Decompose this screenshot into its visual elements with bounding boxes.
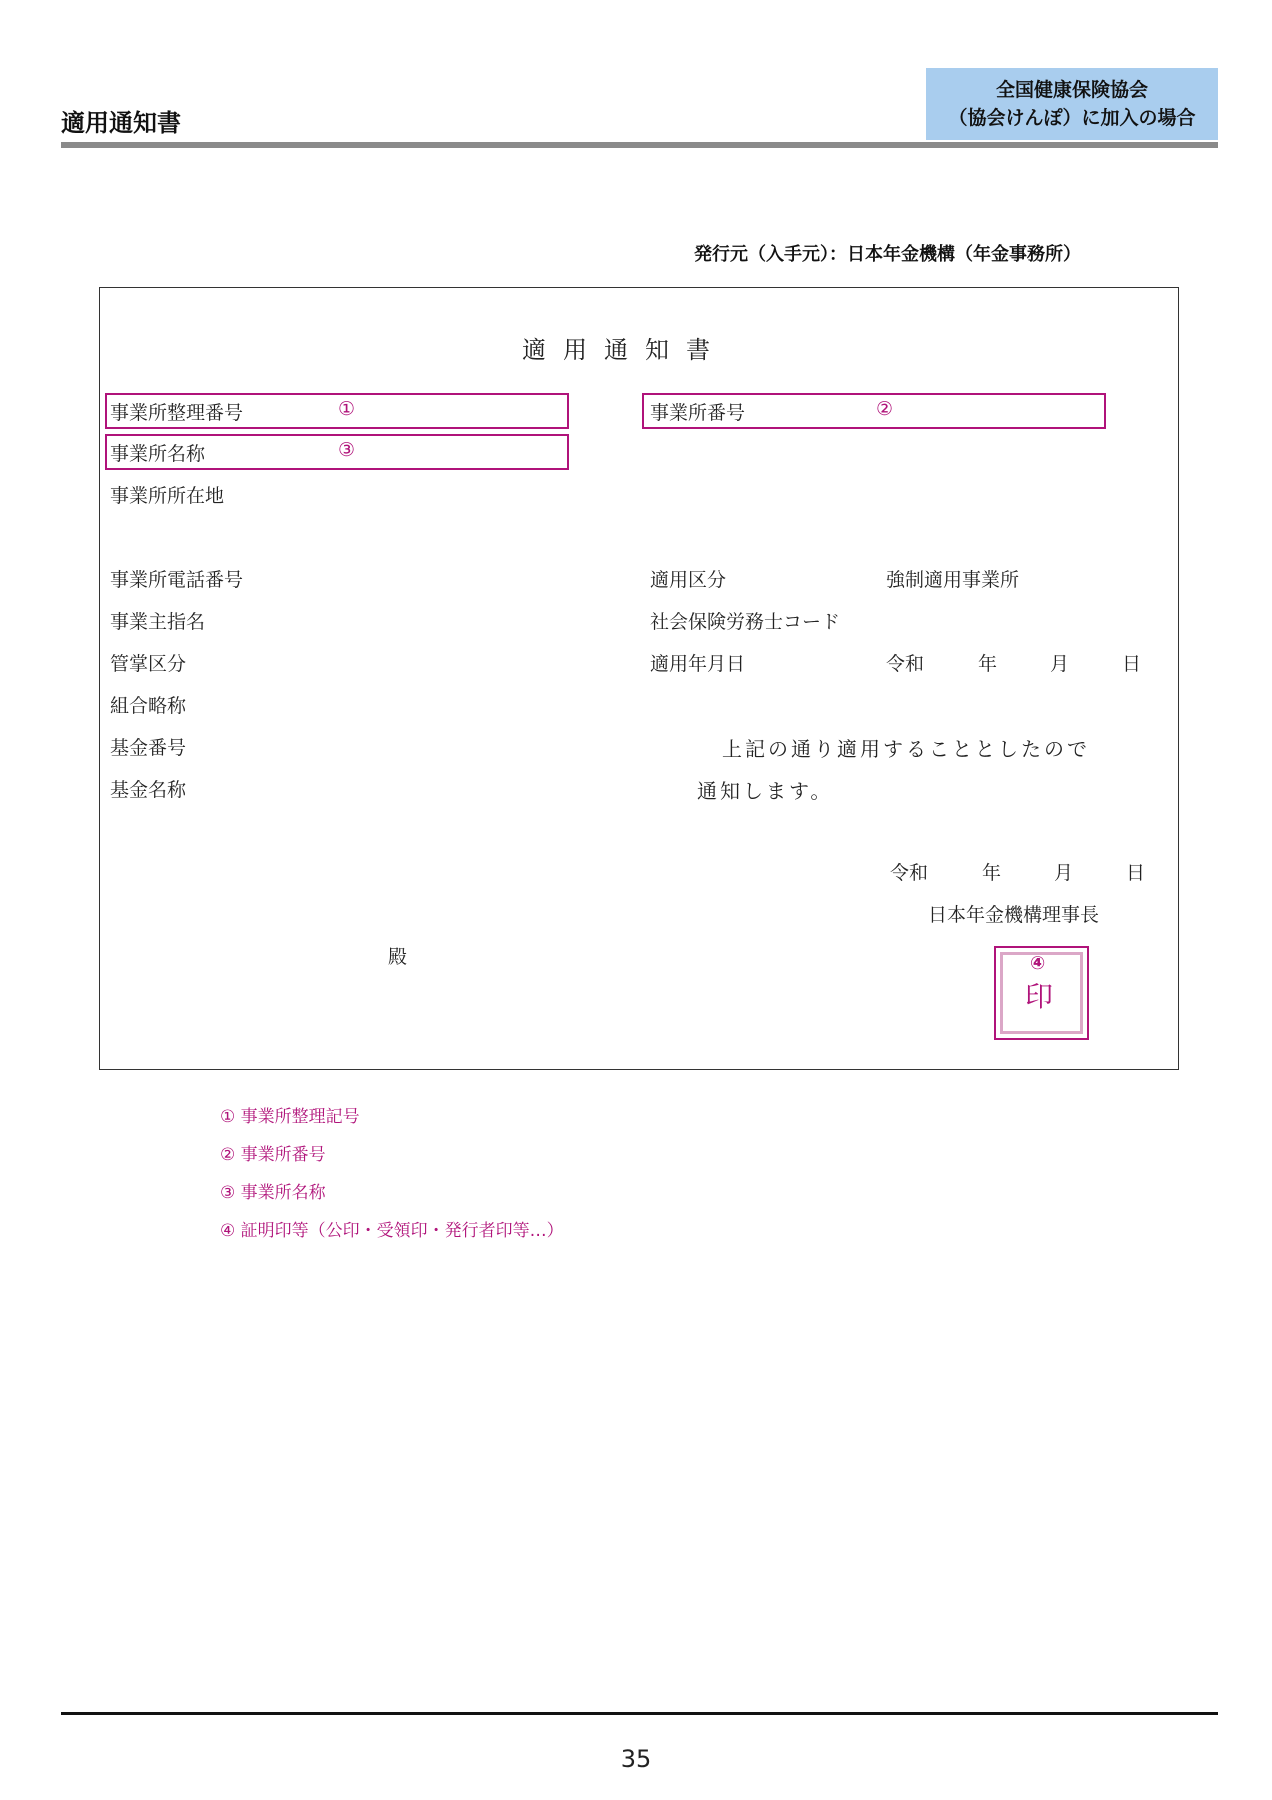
footer-rule: [61, 1712, 1218, 1715]
office-name-marker: ③: [338, 439, 356, 461]
office-number-label: 事業所番号: [650, 402, 746, 424]
office-phone-label: 事業所電話番号: [110, 569, 244, 591]
seal-stamp-char: 印: [1025, 980, 1054, 1013]
issue-date-day: 日: [1126, 862, 1146, 884]
insurer-badge: [926, 68, 1218, 140]
header-rule: [61, 142, 1218, 148]
issue-date-era: 令和: [890, 862, 929, 884]
issuer-title: 日本年金機構理事長: [928, 904, 1100, 926]
legend-item-4: ④ 証明印等（公印・受領印・発行者印等…）: [220, 1221, 564, 1241]
seal-stamp-marker: ④: [1030, 953, 1046, 974]
legend-item-1: ① 事業所整理記号: [220, 1107, 360, 1127]
application-type-label: 適用区分: [650, 569, 727, 591]
legend-item-2: ② 事業所番号: [220, 1145, 326, 1165]
owner-name-label: 事業主指名: [110, 611, 206, 633]
page-title: 適用通知書: [61, 109, 181, 137]
union-abbr-label: 組合略称: [110, 695, 187, 717]
page-number: 35: [620, 1745, 652, 1773]
notice-text-line-1: 上記の通り適用することとしたので: [722, 737, 1090, 761]
office-address-label: 事業所所在地: [110, 485, 225, 507]
badge-line-1: 全国健康保険協会: [995, 79, 1148, 101]
office-reg-label: 事業所整理番号: [110, 402, 244, 424]
application-date-day: 日: [1122, 653, 1142, 675]
office-name-label: 事業所名称: [110, 443, 206, 465]
legend-item-3: ③ 事業所名称: [220, 1183, 326, 1203]
application-date-month: 月: [1050, 653, 1070, 675]
honorific: 殿: [388, 946, 408, 968]
fund-name-label: 基金名称: [110, 779, 187, 801]
issue-date-month: 月: [1054, 862, 1074, 884]
office-reg-marker: ①: [338, 398, 356, 420]
issuer-note: 発行元（入手元）：日本年金機構（年金事務所）: [694, 244, 1081, 265]
fund-number-label: 基金番号: [110, 737, 187, 759]
jurisdiction-label: 管掌区分: [110, 653, 187, 675]
sharoushi-code-label: 社会保険労務士コード: [650, 611, 841, 633]
badge-line-2: （協会けんぽ）に加入の場合: [948, 107, 1196, 129]
office-number-marker: ②: [876, 398, 894, 420]
issue-date-year: 年: [982, 862, 1002, 884]
application-type-value: 強制適用事業所: [886, 569, 1020, 591]
application-date-year: 年: [978, 653, 998, 675]
notice-text-line-2: 通知します。: [697, 779, 834, 803]
application-date-era: 令和: [886, 653, 925, 675]
form-heading: 適用通知書: [522, 336, 727, 364]
application-date-label: 適用年月日: [650, 653, 746, 675]
